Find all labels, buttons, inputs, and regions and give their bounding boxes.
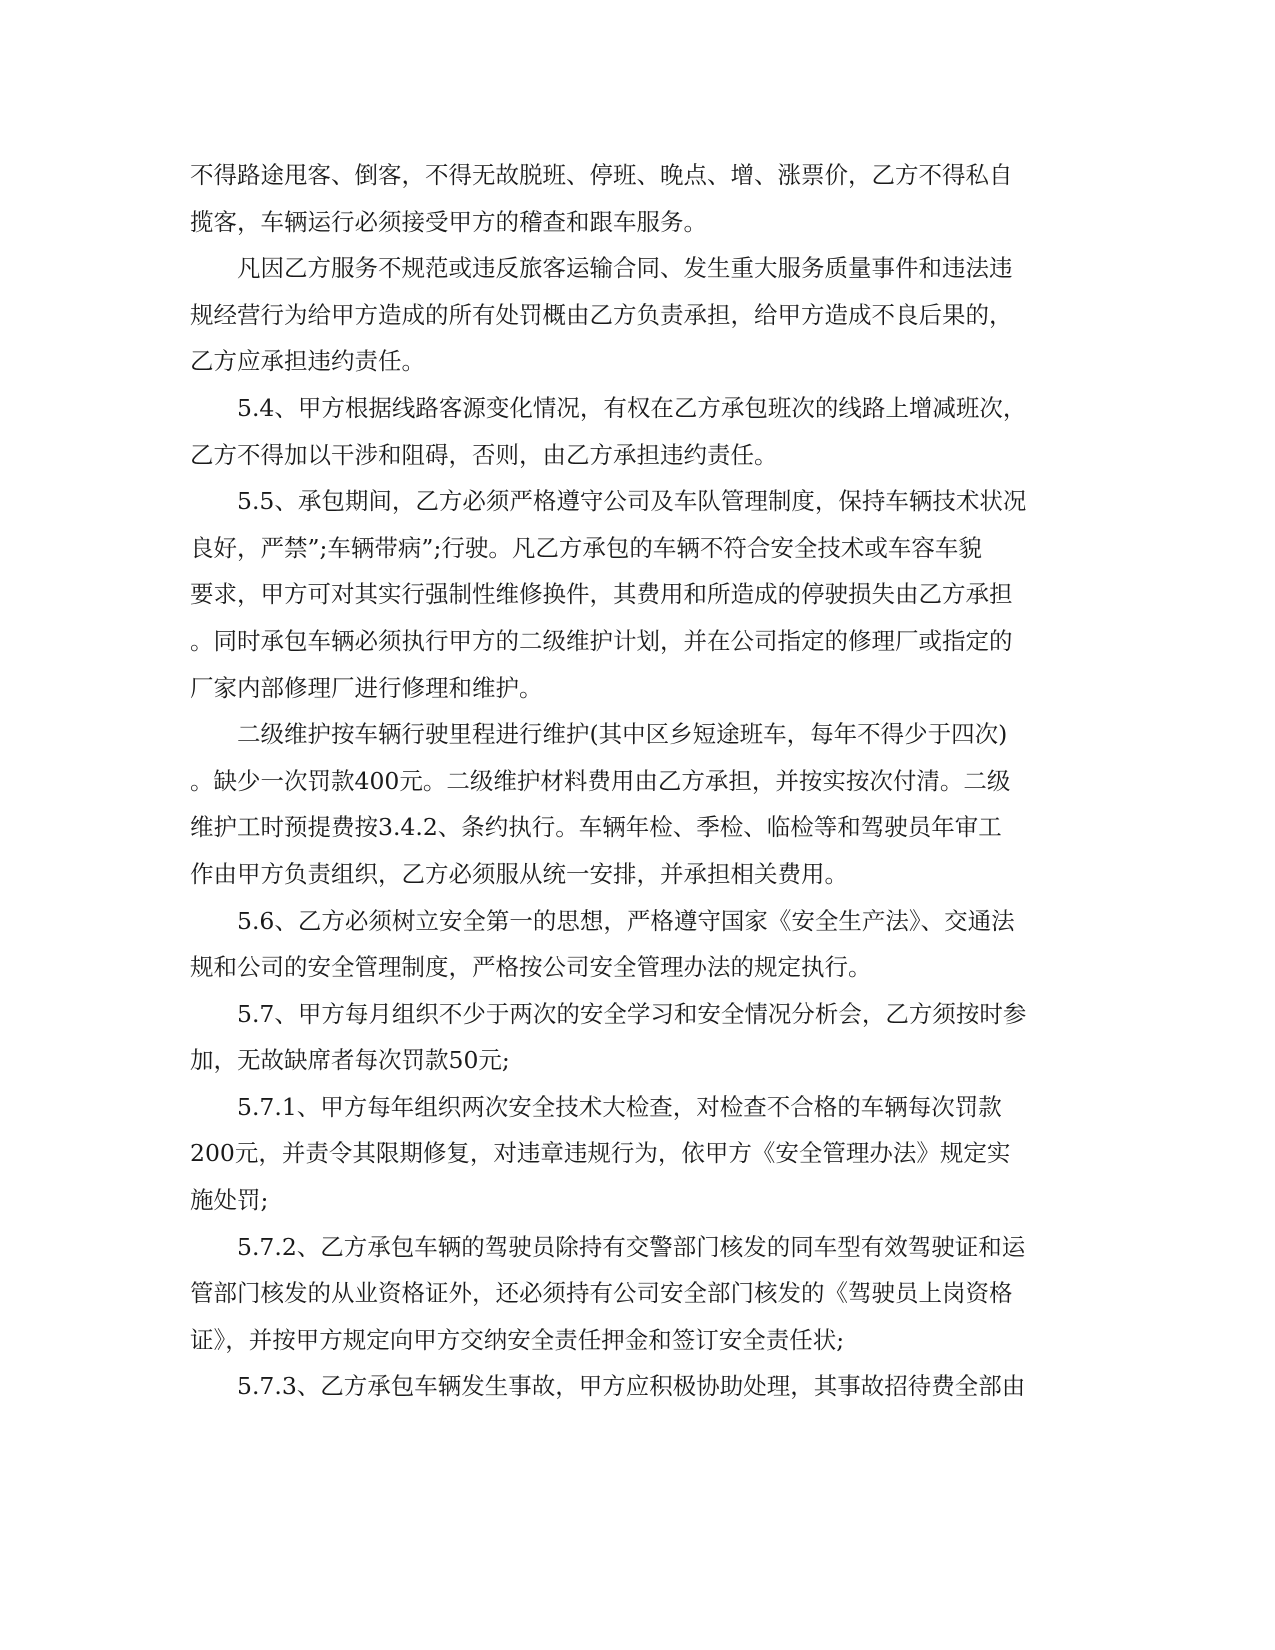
- text-line: 施处罚;: [190, 1186, 269, 1215]
- text-line: 揽客，车辆运行必须接受甲方的稽查和跟车服务。: [190, 207, 707, 236]
- text-line: 规经营行为给甲方造成的所有处罚概由乙方负责承担，给甲方造成不良后果的，: [190, 300, 1013, 329]
- text-line: 管部门核发的从业资格证外，还必须持有公司安全部门核发的《驾驶员上岗资格: [190, 1279, 1013, 1308]
- text-line: 乙方不得加以干涉和阻碍，否则，由乙方承担违约责任。: [190, 440, 778, 469]
- text-line: 。同时承包车辆必须执行甲方的二级维护计划，并在公司指定的修理厂或指定的: [190, 626, 1013, 655]
- text-line: 证》，并按甲方规定向甲方交纳安全责任押金和签订安全责任状;: [190, 1325, 845, 1354]
- text-line: 乙方应承担违约责任。: [190, 347, 425, 376]
- text-line: 5.7、甲方每月组织不少于两次的安全学习和安全情况分析会，乙方须按时参: [237, 999, 1027, 1028]
- text-line: 200元，并责令其限期修复，对违章违规行为，依甲方《安全管理办法》规定实: [190, 1139, 1011, 1168]
- text-line: 加，无故缺席者每次罚款50元;: [190, 1046, 510, 1075]
- text-line: 厂家内部修理厂进行修理和维护。: [190, 673, 543, 702]
- text-line: 5.4、甲方根据线路客源变化情况，有权在乙方承包班次的线路上增减班次，: [237, 393, 1027, 422]
- document-body: [190, 152, 1070, 1410]
- text-line: 5.7.2、乙方承包车辆的驾驶员除持有交警部门核发的同车型有效驾驶证和运: [237, 1232, 1026, 1261]
- text-line: 5.7.1、甲方每年组织两次安全技术大检查，对检查不合格的车辆每次罚款: [237, 1092, 1002, 1121]
- text-line: 不得路途甩客、倒客，不得无故脱班、停班、晚点、增、涨票价，乙方不得私自: [190, 161, 1013, 189]
- text-line: 凡因乙方服务不规范或违反旅客运输合同、发生重大服务质量事件和违法违: [237, 254, 1013, 283]
- text-line: 作由甲方负责组织，乙方必须服从统一安排，并承担相关费用。: [190, 859, 848, 888]
- text-line: 二级维护按车辆行驶里程进行维护(其中区乡短途班车，每年不得少于四次): [237, 720, 1008, 749]
- text-line: 5.5、承包期间，乙方必须严格遵守公司及车队管理制度，保持车辆技术状况: [237, 487, 1027, 516]
- text-line: 要求，甲方可对其实行强制性维修换件，其费用和所造成的停驶损失由乙方承担: [190, 580, 1013, 609]
- text-line: 5.6、乙方必须树立安全第一的思想，严格遵守国家《安全生产法》、交通法: [237, 906, 1015, 935]
- text-line: 。缺少一次罚款400元。二级维护材料费用由乙方承担，并按实按次付清。二级: [190, 766, 1011, 795]
- text-line: 5.7.3、乙方承包车辆发生事故，甲方应积极协助处理，其事故招待费全部由: [237, 1372, 1026, 1401]
- text-line: 良好，严禁”;车辆带病”;行驶。凡乙方承包的车辆不符合安全技术或车容车貌: [190, 533, 982, 562]
- text-line: 维护工时预提费按3.4.2、条约执行。车辆年检、季检、临检等和驾驶员年审工: [190, 813, 1002, 842]
- text-line: 规和公司的安全管理制度，严格按公司安全管理办法的规定执行。: [190, 953, 872, 982]
